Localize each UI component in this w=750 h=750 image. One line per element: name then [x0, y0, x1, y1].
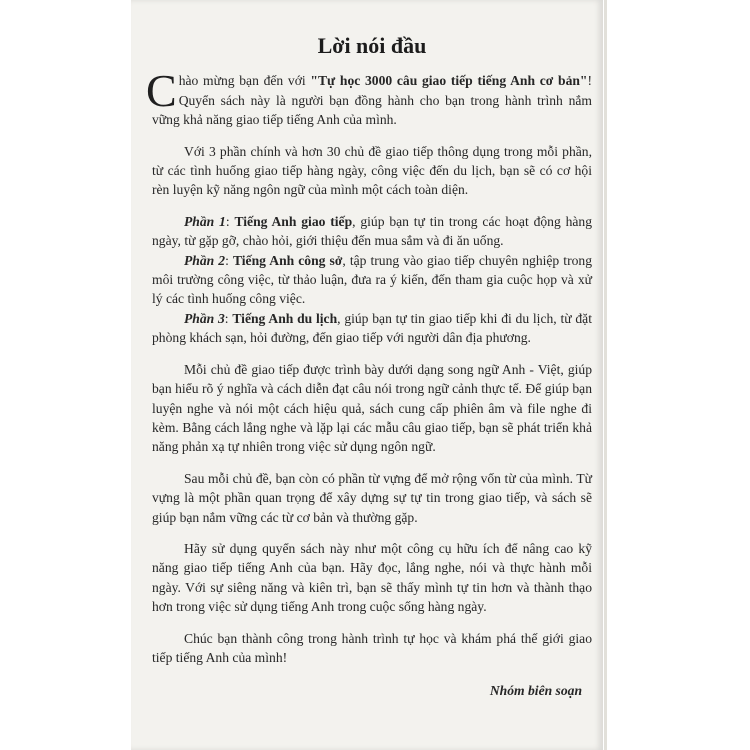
part-3-desc: , giúp bạn tự tin giao tiếp khi đi du lịch, từ đặt phòng khách sạn, hỏi đường, đến giao tiếp với người dân địa phương.	[152, 310, 592, 346]
part-1-desc: , giúp bạn tự tin trong các hoạt động hàng ngày, từ gặp gỡ, chào hỏi, giới thiệu đến mua sắm và đi ăn uống.	[152, 213, 592, 249]
part-1-title: Tiếng Anh giao tiếp	[234, 213, 353, 229]
structure-paragraph: Với 3 phần chính và hơn 30 chủ đề giao tiếp thông dụng trong mỗi phần, từ các tình huống giao tiếp hàng ngày, công việc đến du lịch, bạn sẽ có cơ hội rèn luyện kỹ năng ngôn ngữ của mình một cách toàn diện.	[152, 143, 592, 198]
book-title: "Tự học 3000 câu giao tiếp tiếng Anh cơ bản"	[310, 73, 588, 89]
part-3-label: Phần 3	[184, 310, 225, 326]
page-edge	[604, 0, 607, 750]
preface-text	[146, 33, 593, 701]
wish-paragraph: Chúc bạn thành công trong hành trình tự học và khám phá thế giới giao tiếp tiếng Anh của mình!	[152, 630, 592, 665]
intro-text-before: hào mừng bạn đến với	[178, 73, 311, 89]
vocabulary-paragraph: Sau mỗi chủ đề, bạn còn có phần từ vựng để mở rộng vốn từ của mình. Từ vựng là một phần quan trọng để xây dựng sự tự tin trong giao tiếp, và sách sẽ giúp bạn nắm vững các từ cơ bản và thường gặp.	[152, 470, 592, 525]
part-2-desc: , tập trung vào giao tiếp chuyên nghiệp trong môi trường công việc, từ thảo luận, đưa ra ý kiến, đến tham gia cuộc họp và xử lý các tình huống công việc.	[152, 252, 592, 307]
part-2-label: Phần 2	[184, 252, 226, 268]
signature: Nhóm biên soạn	[489, 683, 582, 699]
bilingual-paragraph: Mỗi chủ đề giao tiếp được trình bày dưới dạng song ngữ Anh - Việt, giúp bạn hiểu rõ ý nghĩa và cách diễn đạt câu nói trong ngữ cảnh thực tế. Để giúp bạn luyện nghe và nói một cách hiệu quả, sách cung cấp phiên âm và file nghe đi kèm. Bằng cách lắng nghe và lặp lại các mẫu câu giao tiếp, bạn sẽ phát triển khả năng phản xạ tự nhiên trong việc sử dụng ngôn ngữ.	[152, 361, 592, 455]
drop-cap: C	[146, 65, 177, 117]
part-3-paragraph: Phần 3: Tiếng Anh du lịch, giúp bạn tự tin giao tiếp khi đi du lịch, từ đặt phòng khách sạn, hỏi đường, đến giao tiếp với người dân địa phương.	[152, 310, 592, 346]
page-title: Lời nói đầu	[317, 33, 427, 58]
intro-paragraph	[146, 65, 593, 129]
part-2-paragraph: Phần 2: Tiếng Anh công sở, tập trung vào giao tiếp chuyên nghiệp trong môi trường công việc, từ thảo luận, đưa ra ý kiến, đến tham gia cuộc họp và xử lý các tình huống công việc.	[152, 252, 592, 307]
usage-paragraph: Hãy sử dụng quyển sách này như một công cụ hữu ích để nâng cao kỹ năng giao tiếp tiếng Anh của bạn. Hãy đọc, lắng nghe, nói và thực hành mỗi ngày. Với sự siêng năng và kiên trì, bạn sẽ thấy mình tự tin hơn và thành thạo hơn trong việc sử dụng tiếng Anh trong cuộc sống hàng ngày.	[152, 540, 592, 615]
part-1-label: Phần 1	[184, 213, 226, 229]
intro-text-after: ! Quyển sách này là người bạn đồng hành cho bạn trong hành trình nắm vững khả năng giao tiếp tiếng Anh của mình.	[152, 73, 593, 128]
part-1-paragraph: Phần 1: Tiếng Anh giao tiếp, giúp bạn tự tin trong các hoạt động hàng ngày, từ gặp gỡ, chào hỏi, giới thiệu đến mua sắm và đi ăn uống.	[152, 213, 592, 249]
part-2-title: Tiếng Anh công sở	[232, 252, 343, 268]
part-3-title: Tiếng Anh du lịch	[232, 310, 338, 326]
